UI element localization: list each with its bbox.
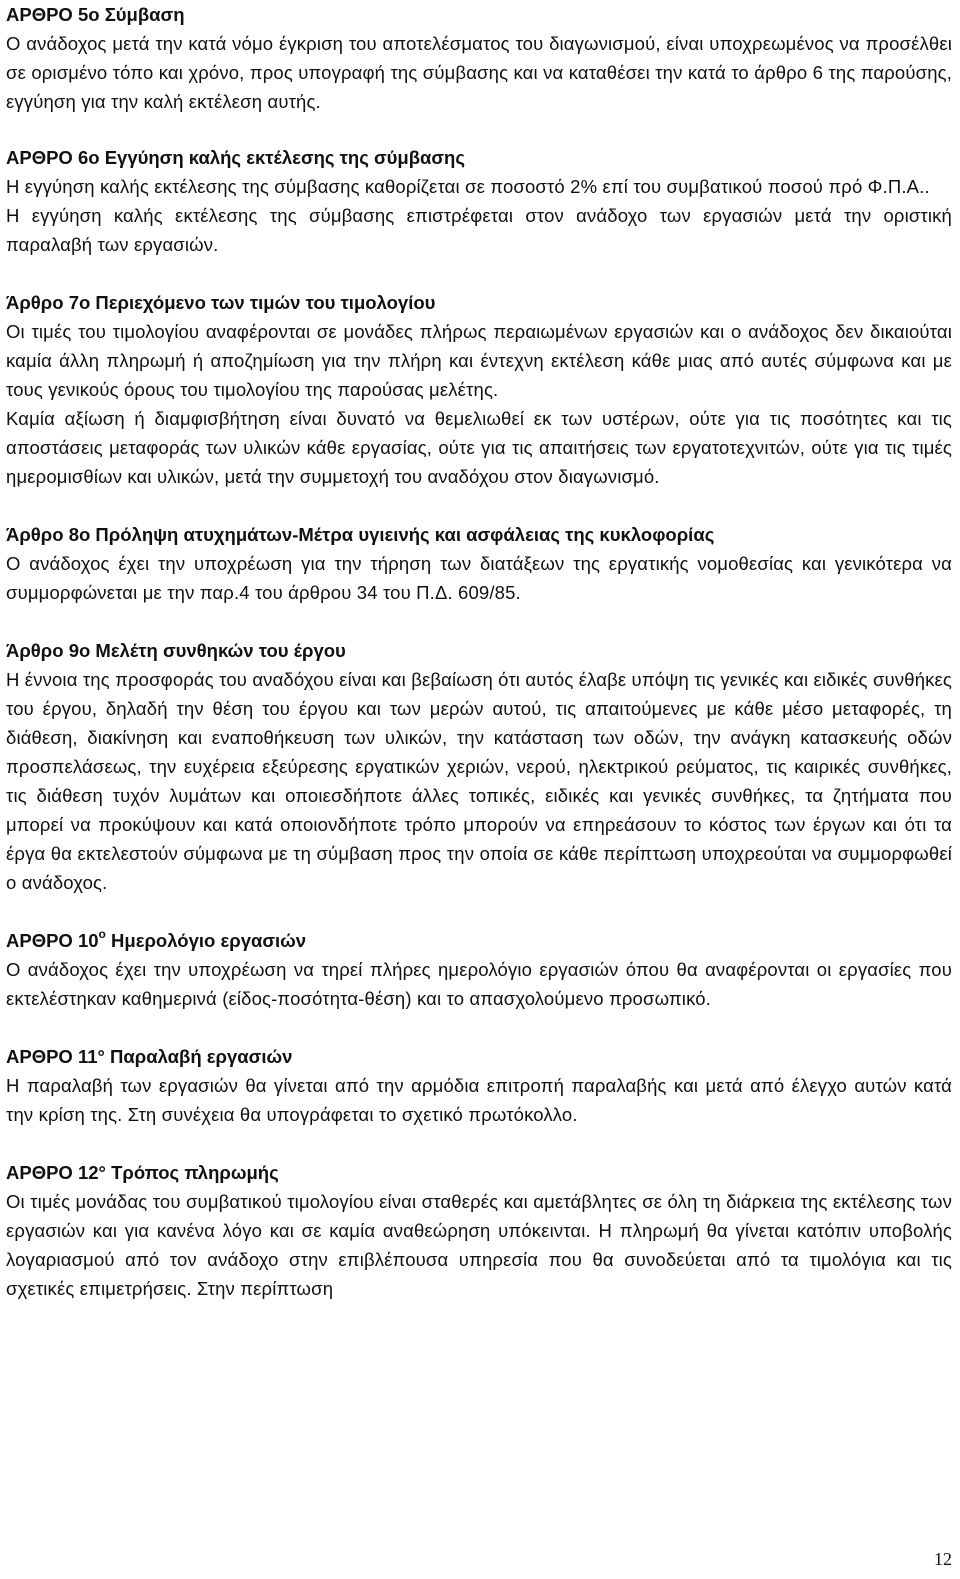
article-10	[6, 926, 952, 1013]
article-9	[6, 636, 952, 897]
article-heading: ΑΡΘΡΟ 5ο Σύμβαση	[6, 4, 185, 25]
article-heading	[6, 926, 952, 955]
article-heading: Άρθρο 7ο Περιεχόμενο των τιμών του τιμολογίου	[6, 292, 436, 313]
article-paragraph: Καμία αξίωση ή διαμφισβήτηση είναι δυνατό να θεμελιωθεί εκ των υστέρων, ούτε για τις ποσότητες και τις αποστάσεις μεταφοράς των υλικών κάθε εργασίας, ούτε για τις απαιτήσεις των εργατοτεχνιτών, ούτε για τις τιμές ημερομισθίων και υλικών, μετά την συμμετοχή του αναδόχου στον διαγωνισμό.	[6, 408, 952, 487]
article-heading: Άρθρο 9ο Μελέτη συνθηκών του έργου	[6, 640, 346, 661]
article-heading: ΑΡΘΡΟ 6ο Εγγύηση καλής εκτέλεσης της σύμβασης	[6, 147, 465, 168]
article-6	[6, 143, 952, 259]
article-heading-number: ΑΡΘΡΟ 10	[6, 930, 99, 951]
page-number: 12	[934, 1549, 952, 1569]
article-paragraph: Ο ανάδοχος μετά την κατά νόμο έγκριση του αποτελέσματος του διαγωνισμού, είναι υποχρεωμένος να προσέλθει σε ορισμένο τόπο και χρόνο, προς υπογραφή της σύμβασης και να καταθέσει την κατά το άρθρο 6 της παρούσης, εγγύηση για την καλή εκτέλεση αυτής.	[6, 33, 952, 112]
article-paragraph: Ο ανάδοχος έχει την υποχρέωση να τηρεί πλήρες ημερολόγιο εργασιών όπου θα αναφέρονται οι εργασίες που εκτελέστηκαν καθημερινά (είδος-ποσότητα-θέση) και το απασχολούμενο προσωπικό.	[6, 959, 952, 1009]
article-heading: Άρθρο 8ο Πρόληψη ατυχημάτων-Μέτρα υγιεινής και ασφάλειας της κυκλοφορίας	[6, 524, 715, 545]
article-paragraph: Οι τιμές μονάδας του συμβατικού τιμολογίου είναι σταθερές και αμετάβλητες σε όλη τη διάρκεια της εκτέλεσης των εργασιών και για κανένα λόγο και σε καμία αναθεώρηση υπόκεινται. Η πληρωμή θα γίνεται κατόπιν υποβολής λογαριασμού από τον ανάδοχο στην επιβλέπουσα υπηρεσία που θα συνοδεύεται από τα τιμολόγια και τις σχετικές επιμετρήσεις. Στην περίπτωση	[6, 1191, 952, 1299]
article-12	[6, 1158, 952, 1303]
article-7	[6, 288, 952, 491]
article-paragraph: Η εγγύηση καλής εκτέλεσης της σύμβασης επιστρέφεται στον ανάδοχο των εργασιών μετά την οριστική παραλαβή των εργασιών.	[6, 205, 952, 255]
article-paragraph: Η εγγύηση καλής εκτέλεσης της σύμβασης καθορίζεται σε ποσοστό 2% επί του συμβατικού ποσού πρό Φ.Π.Α..	[6, 176, 930, 197]
article-heading: ΑΡΘΡΟ 12° Τρόπος πληρωμής	[6, 1162, 279, 1183]
document-page	[6, 0, 952, 1303]
article-8	[6, 520, 952, 607]
ordinal-superscript: ο	[98, 926, 106, 941]
article-heading: ΑΡΘΡΟ 11° Παραλαβή εργασιών	[6, 1046, 293, 1067]
article-5	[6, 0, 952, 116]
article-paragraph: Η παραλαβή των εργασιών θα γίνεται από την αρμόδια επιτροπή παραλαβής και μετά από έλεγχο αυτών κατά την κρίση της. Στη συνέχεια θα υπογράφεται το σχετικό πρωτόκολλο.	[6, 1075, 952, 1125]
article-heading-title: Ημερολόγιο εργασιών	[105, 930, 307, 951]
article-11	[6, 1042, 952, 1129]
article-paragraph: Ο ανάδοχος έχει την υποχρέωση για την τήρηση των διατάξεων της εργατικής νομοθεσίας και γενικότερα να συμμορφώνεται με την παρ.4 του άρθρου 34 του Π.Δ. 609/85.	[6, 553, 952, 603]
article-paragraph: Οι τιμές του τιμολογίου αναφέρονται σε μονάδες πλήρως περαιωμένων εργασιών και ο ανάδοχος δεν δικαιούται καμία άλλη πληρωμή ή αποζημίωση για την πλήρη και έντεχνη εκτέλεση κάθε μιας από αυτές σύμφωνα και με τους γενικούς όρους του τιμολογίου της παρούσας μελέτης.	[6, 321, 952, 400]
article-paragraph: Η έννοια της προσφοράς του αναδόχου είναι και βεβαίωση ότι αυτός έλαβε υπόψη τις γενικές και ειδικές συνθήκες του έργου, δηλαδή την θέση του έργου και των μερών αυτού, τις απαιτούμενες με κάθε μέσο μεταφορές, τη διάθεση, διακίνηση και εναποθήκευση των υλικών, την κατάσταση των οδών, την ανάγκη κατασκευής οδών προσπελάσεως, την ευχέρεια εξεύρεσης εργατικών χεριών, νερού, ηλεκτρικού ρεύματος, τις καιρικές συνθήκες, τις διάθεση τυχόν λυμάτων και οποιεσδήποτε άλλες τοπικές, ειδικές και γενικές συνθήκες, τα ζητήματα που μπορεί να προκύψουν και κατά οποιονδήποτε τρόπο μπορούν να επηρεάσουν το κόστος των έργων και ότι τα έργα θα εκτελεστούν σύμφωνα με τη σύμβαση προς την οποία σε κάθε περίπτωση υποχρεούται να συμμορφωθεί ο ανάδοχος.	[6, 669, 952, 893]
